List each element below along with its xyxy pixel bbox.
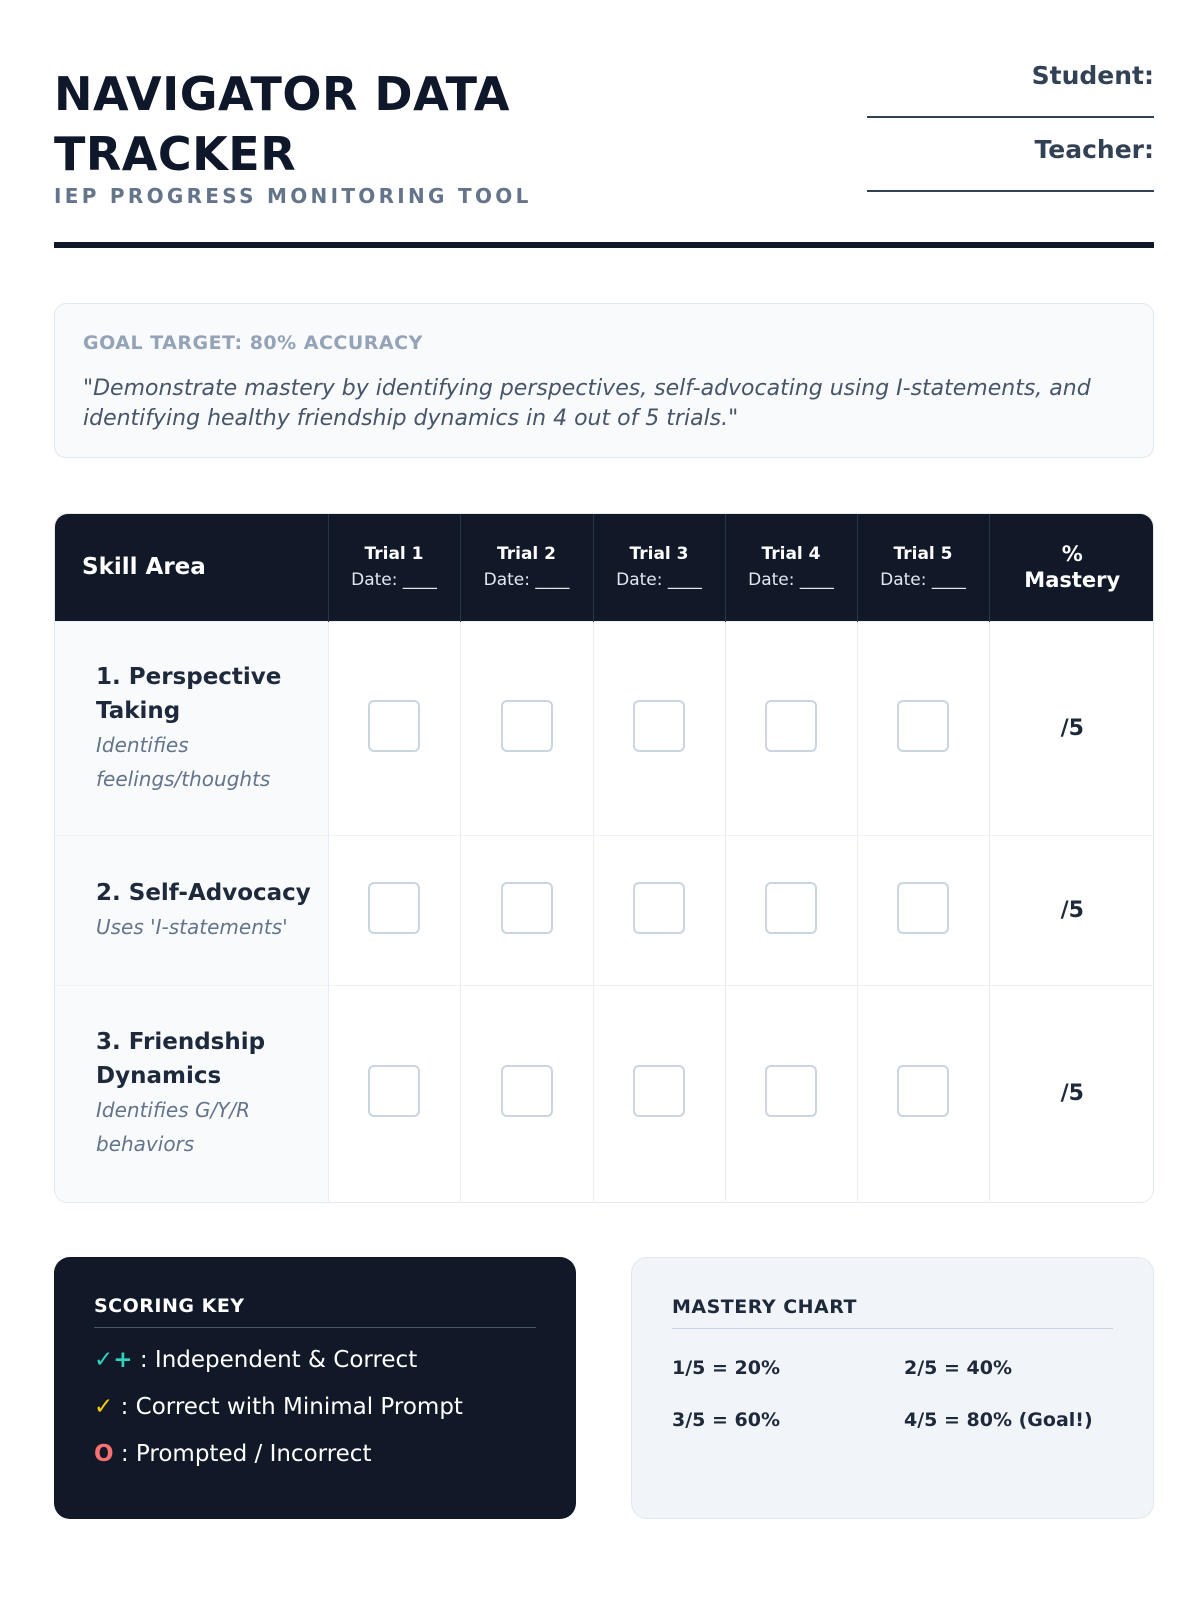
mastery-header-line1: % — [1061, 542, 1083, 567]
trial-checkbox[interactable] — [501, 700, 553, 752]
mastery-score: /5 — [1060, 715, 1084, 741]
trial-cell — [725, 835, 857, 985]
trial-checkbox[interactable] — [765, 1065, 817, 1117]
circle-o-icon: O — [94, 1441, 114, 1467]
trial-2-header — [460, 514, 593, 621]
mastery-chart-item: 4/5 = 80% (Goal!) — [904, 1409, 1093, 1431]
teacher-label: Teacher: — [1034, 135, 1154, 164]
skill-name: 1. Perspective Taking — [96, 664, 282, 724]
trial-checkbox[interactable] — [765, 882, 817, 934]
trial-checkbox[interactable] — [633, 882, 685, 934]
key-item-text: : Correct with Minimal Prompt — [113, 1394, 463, 1420]
trial-checkbox[interactable] — [897, 882, 949, 934]
trial-checkbox[interactable] — [501, 1065, 553, 1117]
trial-4-header — [725, 514, 857, 621]
trial-name: Trial 4 — [761, 544, 821, 565]
skill-area-header: Skill Area — [55, 514, 328, 621]
trial-cell — [725, 985, 857, 1201]
scoring-key-title: SCORING KEY — [94, 1295, 536, 1328]
trial-cell — [328, 621, 460, 835]
mastery-score-cell — [989, 621, 1154, 835]
mastery-header — [989, 514, 1154, 621]
trial-name: Trial 1 — [364, 544, 424, 565]
trial-3-header — [593, 514, 725, 621]
trial-checkbox[interactable] — [501, 882, 553, 934]
student-label: Student: — [1031, 61, 1154, 90]
page-header — [54, 60, 1154, 250]
student-teacher-fields — [854, 60, 1154, 208]
table-header-row — [55, 514, 1154, 621]
trial-checkbox[interactable] — [897, 1065, 949, 1117]
skill-cell — [55, 835, 328, 985]
goal-box — [54, 303, 1154, 458]
trial-checkbox[interactable] — [368, 700, 420, 752]
skill-name: 3. Friendship Dynamics — [96, 1029, 266, 1090]
mastery-chart-grid — [672, 1357, 1113, 1431]
teacher-blank-line[interactable] — [867, 190, 1154, 192]
trial-cell — [328, 835, 460, 985]
table-row — [55, 985, 1154, 1201]
skill-description: Identifies G/Y/R behaviors — [96, 1098, 251, 1157]
trial-cell — [593, 621, 725, 835]
mastery-chart-title: MASTERY CHART — [672, 1296, 1113, 1329]
trial-name: Trial 5 — [893, 544, 953, 565]
trial-checkbox[interactable] — [633, 1065, 685, 1117]
tracker-table — [54, 513, 1154, 1203]
skill-name: 2. Self-Advocacy — [96, 880, 311, 906]
page-title: NAVIGATOR DATA TRACKER — [54, 67, 511, 181]
trial-cell — [460, 985, 593, 1201]
table-row — [55, 621, 1154, 835]
key-item-minimal-prompt — [94, 1393, 536, 1422]
trial-cell — [460, 835, 593, 985]
mastery-score: /5 — [1060, 1080, 1084, 1106]
trial-date: Date: ____ — [748, 570, 834, 591]
skill-cell — [55, 621, 328, 835]
key-item-text: : Independent & Correct — [132, 1347, 418, 1373]
goal-label: GOAL TARGET: 80% ACCURACY — [83, 332, 423, 354]
trial-checkbox[interactable] — [633, 700, 685, 752]
trial-date: Date: ____ — [483, 570, 570, 591]
check-plus-icon: ✓+ — [94, 1347, 133, 1373]
trial-cell — [857, 835, 989, 985]
mastery-score-cell — [989, 985, 1154, 1201]
trial-checkbox[interactable] — [368, 882, 420, 934]
mastery-header-line2: Mastery — [1024, 568, 1121, 593]
trial-5-header — [857, 514, 989, 621]
table-row — [55, 835, 1154, 985]
trial-cell — [593, 835, 725, 985]
student-blank-line[interactable] — [867, 116, 1154, 118]
scoring-key-panel — [54, 1257, 576, 1519]
trial-cell — [857, 985, 989, 1201]
trial-name: Trial 2 — [497, 544, 556, 565]
trial-date: Date: ____ — [880, 570, 966, 591]
mastery-score: /5 — [1060, 897, 1084, 923]
trial-date: Date: ____ — [616, 570, 702, 591]
goal-text: "Demonstrate mastery by identifying perspectives, self-advocating using I-statements, and identifying healthy friendship dynamics in 4 out of 5 trials." — [83, 376, 1091, 431]
skill-description: Identifies feelings/thoughts — [96, 733, 271, 791]
page-subtitle: IEP PROGRESS MONITORING TOOL — [54, 184, 532, 208]
mastery-chart-panel — [631, 1257, 1154, 1519]
key-item-prompted — [94, 1440, 536, 1469]
trial-cell — [725, 621, 857, 835]
trial-1-header — [328, 514, 460, 621]
mastery-chart-item: 3/5 = 60% — [672, 1409, 781, 1431]
mastery-score-cell — [989, 835, 1154, 985]
trial-cell — [460, 621, 593, 835]
trial-cell — [857, 621, 989, 835]
skill-cell — [55, 985, 328, 1201]
trial-date: Date: ____ — [351, 570, 437, 591]
header-divider — [54, 242, 1154, 248]
trial-checkbox[interactable] — [368, 1065, 420, 1117]
check-icon: ✓ — [94, 1394, 114, 1420]
trial-checkbox[interactable] — [765, 700, 817, 752]
mastery-chart-item: 2/5 = 40% — [904, 1357, 1013, 1379]
mastery-chart-item: 1/5 = 20% — [672, 1357, 781, 1379]
trial-checkbox[interactable] — [897, 700, 949, 752]
skill-description: Uses 'I-statements' — [96, 915, 288, 939]
trial-cell — [328, 985, 460, 1201]
key-item-independent — [94, 1346, 536, 1375]
key-item-text: : Prompted / Incorrect — [113, 1441, 372, 1467]
trial-cell — [593, 985, 725, 1201]
trial-name: Trial 3 — [629, 544, 689, 565]
